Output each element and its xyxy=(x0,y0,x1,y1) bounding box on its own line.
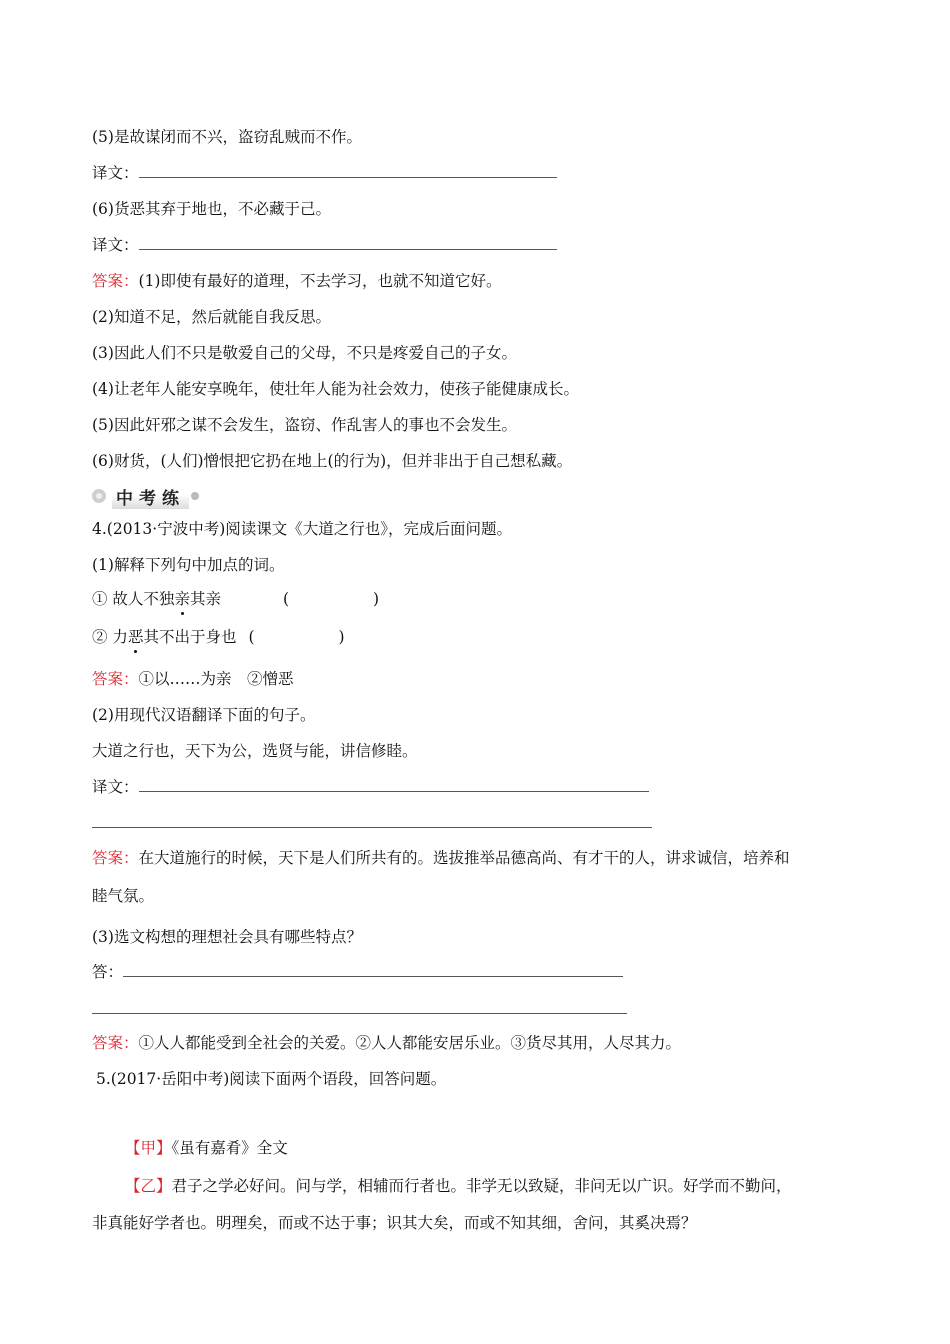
translation-label: 译文： xyxy=(92,778,139,796)
question-5-text: (5)是故谋闭而不兴，盗窃乱贼而不作。 xyxy=(92,128,362,146)
paren-close: ) xyxy=(373,590,380,608)
question-4-answer-3: 答案：①人人都能受到全社会的关爱。②人人都能安居乐业。③货尽其用，人尽其力。 xyxy=(92,1034,682,1052)
translation-line-5 xyxy=(92,163,557,183)
bracket-yi: 【乙】 xyxy=(125,1177,172,1195)
answer-label: 答案： xyxy=(92,849,139,867)
answer-1-text: (1)即使有最好的道理，不去学习，也就不知道它好。 xyxy=(138,272,502,290)
section-banner xyxy=(92,484,199,508)
question-4-answer-2: 答案：在大道施行的时候，天下是人们所共有的。选拔推举品德高尚、有才干的人，讲求诚信，培养和 xyxy=(92,849,790,867)
answer-label: 答案： xyxy=(92,670,139,688)
dotted-word-wu: 恶 xyxy=(127,628,144,646)
answer-line-q4-3 xyxy=(92,962,623,982)
question-4-item2: ② 力恶其不出于身也 ( ) xyxy=(92,628,345,646)
answer-label: 答案： xyxy=(92,1034,139,1052)
banner-emblem-icon xyxy=(92,489,106,503)
question-4-sentence: 大道之行也，天下为公，选贤与能，讲信修睦。 xyxy=(92,742,418,760)
passage-jia: 【甲】《虽有嘉肴》全文 xyxy=(125,1139,288,1157)
translation-label: 译文： xyxy=(92,164,139,182)
passage-yi-cont: 非真能好学者也。明理矣，而或不达于事；识其大矣，而或不知其细，舍问，其奚决焉？ xyxy=(92,1214,697,1232)
translation-line-q4 xyxy=(92,777,649,797)
question-4-sub2: (2)用现代汉语翻译下面的句子。 xyxy=(92,706,316,724)
translation-blank-5[interactable] xyxy=(139,163,557,178)
translation-label: 译文： xyxy=(92,236,139,254)
translation-blank-6[interactable] xyxy=(139,235,557,250)
dotted-word-qin: 亲 xyxy=(174,590,190,608)
question-4-answer-2-cont: 睦气氛。 xyxy=(92,887,155,905)
answer-5: (5)因此奸邪之谋不会发生，盗窃、作乱害人的事也不会发生。 xyxy=(92,416,517,434)
paren-open: ( xyxy=(248,628,255,646)
question-4-item1: ① 故人不独亲其亲 ( ) xyxy=(92,590,380,608)
translation-line-6 xyxy=(92,235,557,255)
banner-dot-icon xyxy=(191,492,199,500)
section-title: 中考练 xyxy=(112,484,189,509)
question-4-sub3: (3)选文构想的理想社会具有哪些特点？ xyxy=(92,928,362,946)
answer-label: 答案： xyxy=(92,272,139,290)
question-4-stem: 4.(2013·宁波中考)阅读课文《大道之行也》，完成后面问题。 xyxy=(92,520,513,538)
answer-4: (4)让老年人能安享晚年，使壮年人能为社会效力，使孩子能健康成长。 xyxy=(92,380,579,398)
answer-1 xyxy=(92,271,501,291)
answer-prompt-label: 答： xyxy=(92,963,124,981)
answer-blank-q4-3-line2[interactable] xyxy=(92,1013,627,1014)
paren-close: ) xyxy=(338,628,345,646)
answer-3: (3)因此人们不只是敬爱自己的父母，不只是疼爱自己的子女。 xyxy=(92,344,517,362)
question-6-text: (6)货恶其弃于地也，不必藏于己。 xyxy=(92,200,331,218)
answer-blank-q4-3[interactable] xyxy=(123,962,623,977)
bracket-jia: 【甲】 xyxy=(125,1139,172,1157)
question-5-stem: 5.(2017·岳阳中考)阅读下面两个语段，回答问题。 xyxy=(96,1070,447,1088)
question-4-sub1: (1)解释下列句中加点的词。 xyxy=(92,556,285,574)
answer-2: (2)知道不足，然后就能自我反思。 xyxy=(92,308,331,326)
answer-6: (6)财货，(人们)憎恨把它扔在地上(的行为)，但并非出于自己想私藏。 xyxy=(92,452,573,470)
question-4-answer-1: 答案：①以……为亲 ②憎恶 xyxy=(92,670,294,688)
paren-open: ( xyxy=(282,590,290,608)
translation-blank-q4-line2[interactable] xyxy=(92,827,652,828)
passage-yi: 【乙】君子之学必好问。问与学，相辅而行者也。非学无以致疑，非问无以广识。好学而不勤问， xyxy=(125,1177,792,1195)
translation-blank-q4[interactable] xyxy=(139,777,649,792)
